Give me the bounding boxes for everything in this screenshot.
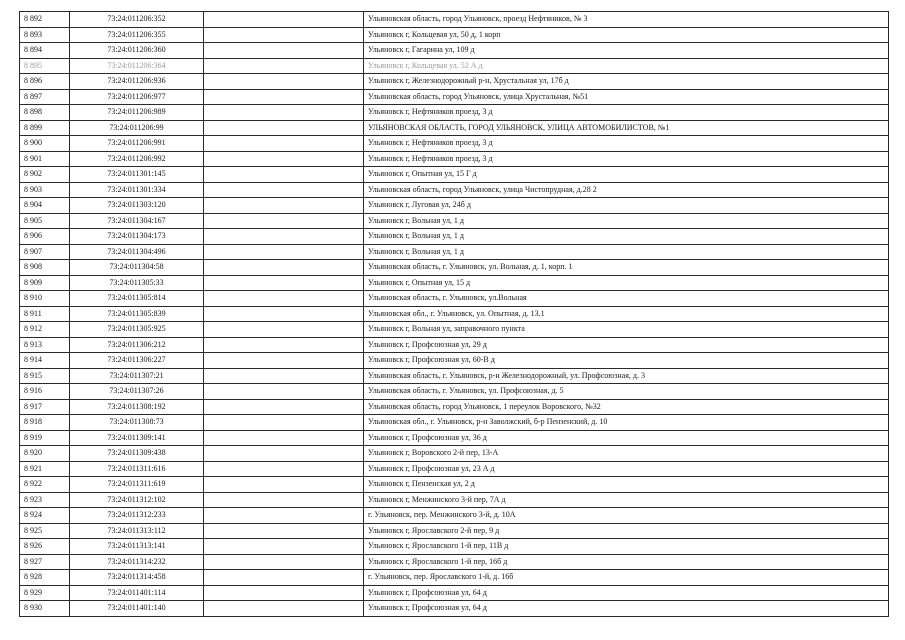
table-row <box>20 492 889 508</box>
row-number-cell: 8 902 <box>20 167 70 183</box>
cadastral-number-cell: 73:24:011312:233 <box>70 508 204 524</box>
table-row <box>20 601 889 617</box>
row-number-cell: 8 920 <box>20 446 70 462</box>
table-row <box>20 446 889 462</box>
empty-cell <box>204 477 364 493</box>
table-row <box>20 167 889 183</box>
cadastral-number-cell: 73:24:011206:977 <box>70 89 204 105</box>
address-cell: Ульяновск г, Луговая ул, 24б д <box>364 198 889 214</box>
table-row <box>20 275 889 291</box>
empty-cell <box>204 554 364 570</box>
empty-cell <box>204 322 364 338</box>
cadastral-number-cell: 73:24:011308:192 <box>70 399 204 415</box>
address-cell: Ульяновск г, Ярославского 2-й пер, 9 д <box>364 523 889 539</box>
address-cell: УЛЬЯНОВСКАЯ ОБЛАСТЬ, ГОРОД УЛЬЯНОВСК, УЛИЦА АВТОМОБИЛИСТОВ, №1 <box>364 120 889 136</box>
row-number-cell: 8 929 <box>20 585 70 601</box>
address-cell: Ульяновская область, г. Ульяновск, ул. Профсоюзная, д. 5 <box>364 384 889 400</box>
cadastral-number-cell: 73:24:011206:352 <box>70 12 204 28</box>
row-number-cell: 8 930 <box>20 601 70 617</box>
cadastral-number-cell: 73:24:011312:102 <box>70 492 204 508</box>
row-number-cell: 8 912 <box>20 322 70 338</box>
row-number-cell: 8 906 <box>20 229 70 245</box>
address-cell: Ульяновск г, Опытная ул, 15 Г д <box>364 167 889 183</box>
cadastral-number-cell: 73:24:011314:458 <box>70 570 204 586</box>
cadastral-number-cell: 73:24:011311:616 <box>70 461 204 477</box>
address-cell: Ульяновск г, Профсоюзная ул, 29 д <box>364 337 889 353</box>
row-number-cell: 8 901 <box>20 151 70 167</box>
address-cell: Ульяновск г, Вольная ул, заправочного пункта <box>364 322 889 338</box>
cadastral-number-cell: 73:24:011314:232 <box>70 554 204 570</box>
empty-cell <box>204 430 364 446</box>
empty-cell <box>204 399 364 415</box>
empty-cell <box>204 89 364 105</box>
address-cell: Ульяновск г, Менжинского 3-й пер, 7А д <box>364 492 889 508</box>
table-row <box>20 151 889 167</box>
empty-cell <box>204 213 364 229</box>
empty-cell <box>204 229 364 245</box>
address-cell: Ульяновск г, Вольная ул, 1 д <box>364 213 889 229</box>
cadastral-number-cell: 73:24:011309:141 <box>70 430 204 446</box>
empty-cell <box>204 306 364 322</box>
empty-cell <box>204 58 364 74</box>
empty-cell <box>204 291 364 307</box>
address-cell: Ульяновск г, Нефтяников проезд, 3 д <box>364 136 889 152</box>
empty-cell <box>204 353 364 369</box>
address-cell: Ульяновск г, Нефтяников проезд, 3 д <box>364 151 889 167</box>
row-number-cell: 8 917 <box>20 399 70 415</box>
row-number-cell: 8 904 <box>20 198 70 214</box>
address-cell: Ульяновск г, Ярославского 1-й пер, 11В д <box>364 539 889 555</box>
address-cell: Ульяновская область, город Ульяновск, улица Хрустальная, №51 <box>364 89 889 105</box>
row-number-cell: 8 916 <box>20 384 70 400</box>
cadastral-number-cell: 73:24:011301:334 <box>70 182 204 198</box>
empty-cell <box>204 120 364 136</box>
address-cell: Ульяновск г, Пензенская ул, 2 д <box>364 477 889 493</box>
address-cell: Ульяновск г, Гагарина ул, 109 д <box>364 43 889 59</box>
row-number-cell: 8 911 <box>20 306 70 322</box>
row-number-cell: 8 914 <box>20 353 70 369</box>
table-row <box>20 415 889 431</box>
address-cell: Ульяновская обл., г. Ульяновск, ул. Опытная, д. 13.1 <box>364 306 889 322</box>
address-cell: Ульяновск г, Нефтяников проезд, 3 д <box>364 105 889 121</box>
cadastral-number-cell: 73:24:011308:73 <box>70 415 204 431</box>
empty-cell <box>204 368 364 384</box>
cadastral-number-cell: 73:24:011206:936 <box>70 74 204 90</box>
table-row <box>20 12 889 28</box>
row-number-cell: 8 918 <box>20 415 70 431</box>
empty-cell <box>204 244 364 260</box>
table-row <box>20 384 889 400</box>
row-number-cell: 8 908 <box>20 260 70 276</box>
address-cell: Ульяновская область, г. Ульяновск, ул.Вольная <box>364 291 889 307</box>
table-row <box>20 74 889 90</box>
table-row <box>20 368 889 384</box>
row-number-cell: 8 892 <box>20 12 70 28</box>
table-row <box>20 27 889 43</box>
cadastral-number-cell: 73:24:011307:21 <box>70 368 204 384</box>
address-cell: Ульяновская область, г. Ульяновск, р-н Железнодорожный, ул. Профсоюзная, д. 3 <box>364 368 889 384</box>
cadastral-number-cell: 73:24:011304:58 <box>70 260 204 276</box>
row-number-cell: 8 903 <box>20 182 70 198</box>
row-number-cell: 8 895 <box>20 58 70 74</box>
address-cell: Ульяновск г, Профсоюзная ул, 36 д <box>364 430 889 446</box>
empty-cell <box>204 136 364 152</box>
table-row <box>20 58 889 74</box>
table-row <box>20 477 889 493</box>
table-row <box>20 244 889 260</box>
cadastral-number-cell: 73:24:011307:26 <box>70 384 204 400</box>
row-number-cell: 8 907 <box>20 244 70 260</box>
address-cell: Ульяновск г, Кольцевая ул, 50 д, 1 корп <box>364 27 889 43</box>
registry-table <box>19 11 889 617</box>
empty-cell <box>204 337 364 353</box>
cadastral-number-cell: 73:24:011304:173 <box>70 229 204 245</box>
empty-cell <box>204 105 364 121</box>
empty-cell <box>204 27 364 43</box>
table-row <box>20 399 889 415</box>
row-number-cell: 8 926 <box>20 539 70 555</box>
address-cell: г. Ульяновск, пер. Менжинского 3-й, д. 10А <box>364 508 889 524</box>
empty-cell <box>204 508 364 524</box>
empty-cell <box>204 74 364 90</box>
address-cell: Ульяновск г, Профсоюзная ул, 64 д <box>364 601 889 617</box>
address-cell: Ульяновск г, Железнодорожный р-н, Хрустальная ул, 17б д <box>364 74 889 90</box>
table-row <box>20 585 889 601</box>
cadastral-number-cell: 73:24:011309:438 <box>70 446 204 462</box>
row-number-cell: 8 921 <box>20 461 70 477</box>
cadastral-number-cell: 73:24:011313:112 <box>70 523 204 539</box>
row-number-cell: 8 919 <box>20 430 70 446</box>
table-row <box>20 353 889 369</box>
table-row <box>20 120 889 136</box>
table-row <box>20 182 889 198</box>
row-number-cell: 8 905 <box>20 213 70 229</box>
empty-cell <box>204 384 364 400</box>
empty-cell <box>204 570 364 586</box>
cadastral-number-cell: 73:24:011304:496 <box>70 244 204 260</box>
row-number-cell: 8 898 <box>20 105 70 121</box>
row-number-cell: 8 925 <box>20 523 70 539</box>
table-row <box>20 136 889 152</box>
cadastral-number-cell: 73:24:011401:114 <box>70 585 204 601</box>
table-row <box>20 523 889 539</box>
cadastral-number-cell: 73:24:011305:925 <box>70 322 204 338</box>
row-number-cell: 8 927 <box>20 554 70 570</box>
empty-cell <box>204 260 364 276</box>
empty-cell <box>204 446 364 462</box>
table-row <box>20 461 889 477</box>
cadastral-number-cell: 73:24:011306:212 <box>70 337 204 353</box>
address-cell: Ульяновск г, Опытная ул, 15 д <box>364 275 889 291</box>
table-row <box>20 43 889 59</box>
empty-cell <box>204 539 364 555</box>
address-cell: г. Ульяновск, пер. Ярославского 1-й, д. 16б <box>364 570 889 586</box>
cadastral-number-cell: 73:24:011301:145 <box>70 167 204 183</box>
table-row <box>20 337 889 353</box>
cadastral-number-cell: 73:24:011305:839 <box>70 306 204 322</box>
empty-cell <box>204 601 364 617</box>
table-row <box>20 291 889 307</box>
address-cell: Ульяновская область, город Ульяновск, улица Чистопрудная, д.28 2 <box>364 182 889 198</box>
cadastral-number-cell: 73:24:011206:99 <box>70 120 204 136</box>
row-number-cell: 8 923 <box>20 492 70 508</box>
cadastral-number-cell: 73:24:011305:814 <box>70 291 204 307</box>
address-cell: Ульяновск г, Воровского 2-й пер, 13-А <box>364 446 889 462</box>
empty-cell <box>204 182 364 198</box>
row-number-cell: 8 900 <box>20 136 70 152</box>
table-row <box>20 229 889 245</box>
cadastral-number-cell: 73:24:011401:140 <box>70 601 204 617</box>
cadastral-number-cell: 73:24:011306:227 <box>70 353 204 369</box>
registry-body <box>20 12 889 617</box>
empty-cell <box>204 275 364 291</box>
row-number-cell: 8 899 <box>20 120 70 136</box>
table-row <box>20 105 889 121</box>
address-cell: Ульяновск г, Вольная ул, 1 д <box>364 244 889 260</box>
address-cell: Ульяновск г, Профсоюзная ул, 60-В д <box>364 353 889 369</box>
table-row <box>20 508 889 524</box>
address-cell: Ульяновск г, Вольная ул, 1 д <box>364 229 889 245</box>
row-number-cell: 8 922 <box>20 477 70 493</box>
table-row <box>20 539 889 555</box>
row-number-cell: 8 910 <box>20 291 70 307</box>
address-cell: Ульяновская обл., г. Ульяновск, р-н Заволжский, б-р Пензенский, д. 10 <box>364 415 889 431</box>
table-row <box>20 306 889 322</box>
cadastral-number-cell: 73:24:011206:992 <box>70 151 204 167</box>
empty-cell <box>204 151 364 167</box>
empty-cell <box>204 523 364 539</box>
row-number-cell: 8 894 <box>20 43 70 59</box>
row-number-cell: 8 909 <box>20 275 70 291</box>
cadastral-number-cell: 73:24:011206:360 <box>70 43 204 59</box>
empty-cell <box>204 415 364 431</box>
empty-cell <box>204 492 364 508</box>
cadastral-number-cell: 73:24:011206:991 <box>70 136 204 152</box>
table-row <box>20 322 889 338</box>
row-number-cell: 8 928 <box>20 570 70 586</box>
table-row <box>20 198 889 214</box>
address-cell: Ульяновск г, Профсоюзная ул, 23 А д <box>364 461 889 477</box>
cadastral-number-cell: 73:24:011311:619 <box>70 477 204 493</box>
row-number-cell: 8 913 <box>20 337 70 353</box>
empty-cell <box>204 585 364 601</box>
empty-cell <box>204 12 364 28</box>
empty-cell <box>204 198 364 214</box>
address-cell: Ульяновская область, город Ульяновск, проезд Нефтяников, № 3 <box>364 12 889 28</box>
row-number-cell: 8 896 <box>20 74 70 90</box>
empty-cell <box>204 43 364 59</box>
cadastral-number-cell: 73:24:011313:141 <box>70 539 204 555</box>
table-row <box>20 260 889 276</box>
table-row <box>20 89 889 105</box>
address-cell: Ульяновск г, Профсоюзная ул, 64 д <box>364 585 889 601</box>
table-row <box>20 213 889 229</box>
table-row <box>20 554 889 570</box>
row-number-cell: 8 915 <box>20 368 70 384</box>
address-cell: Ульяновская область, г. Ульяновск, ул. Вольная, д. 1, корп. 1 <box>364 260 889 276</box>
row-number-cell: 8 924 <box>20 508 70 524</box>
cadastral-number-cell: 73:24:011304:167 <box>70 213 204 229</box>
cadastral-number-cell: 73:24:011206:355 <box>70 27 204 43</box>
row-number-cell: 8 897 <box>20 89 70 105</box>
cadastral-number-cell: 73:24:011303:120 <box>70 198 204 214</box>
address-cell: Ульяновск г, Ярославского 1-й пер, 16б д <box>364 554 889 570</box>
table-row <box>20 570 889 586</box>
address-cell: Ульяновск г, Кольцевая ул, 52 А д <box>364 58 889 74</box>
cadastral-number-cell: 73:24:011305:33 <box>70 275 204 291</box>
table-row <box>20 430 889 446</box>
address-cell: Ульяновская область, город Ульяновск, 1 переулок Воровского, №32 <box>364 399 889 415</box>
cadastral-number-cell: 73:24:011206:364 <box>70 58 204 74</box>
cadastral-number-cell: 73:24:011206:989 <box>70 105 204 121</box>
empty-cell <box>204 167 364 183</box>
row-number-cell: 8 893 <box>20 27 70 43</box>
empty-cell <box>204 461 364 477</box>
